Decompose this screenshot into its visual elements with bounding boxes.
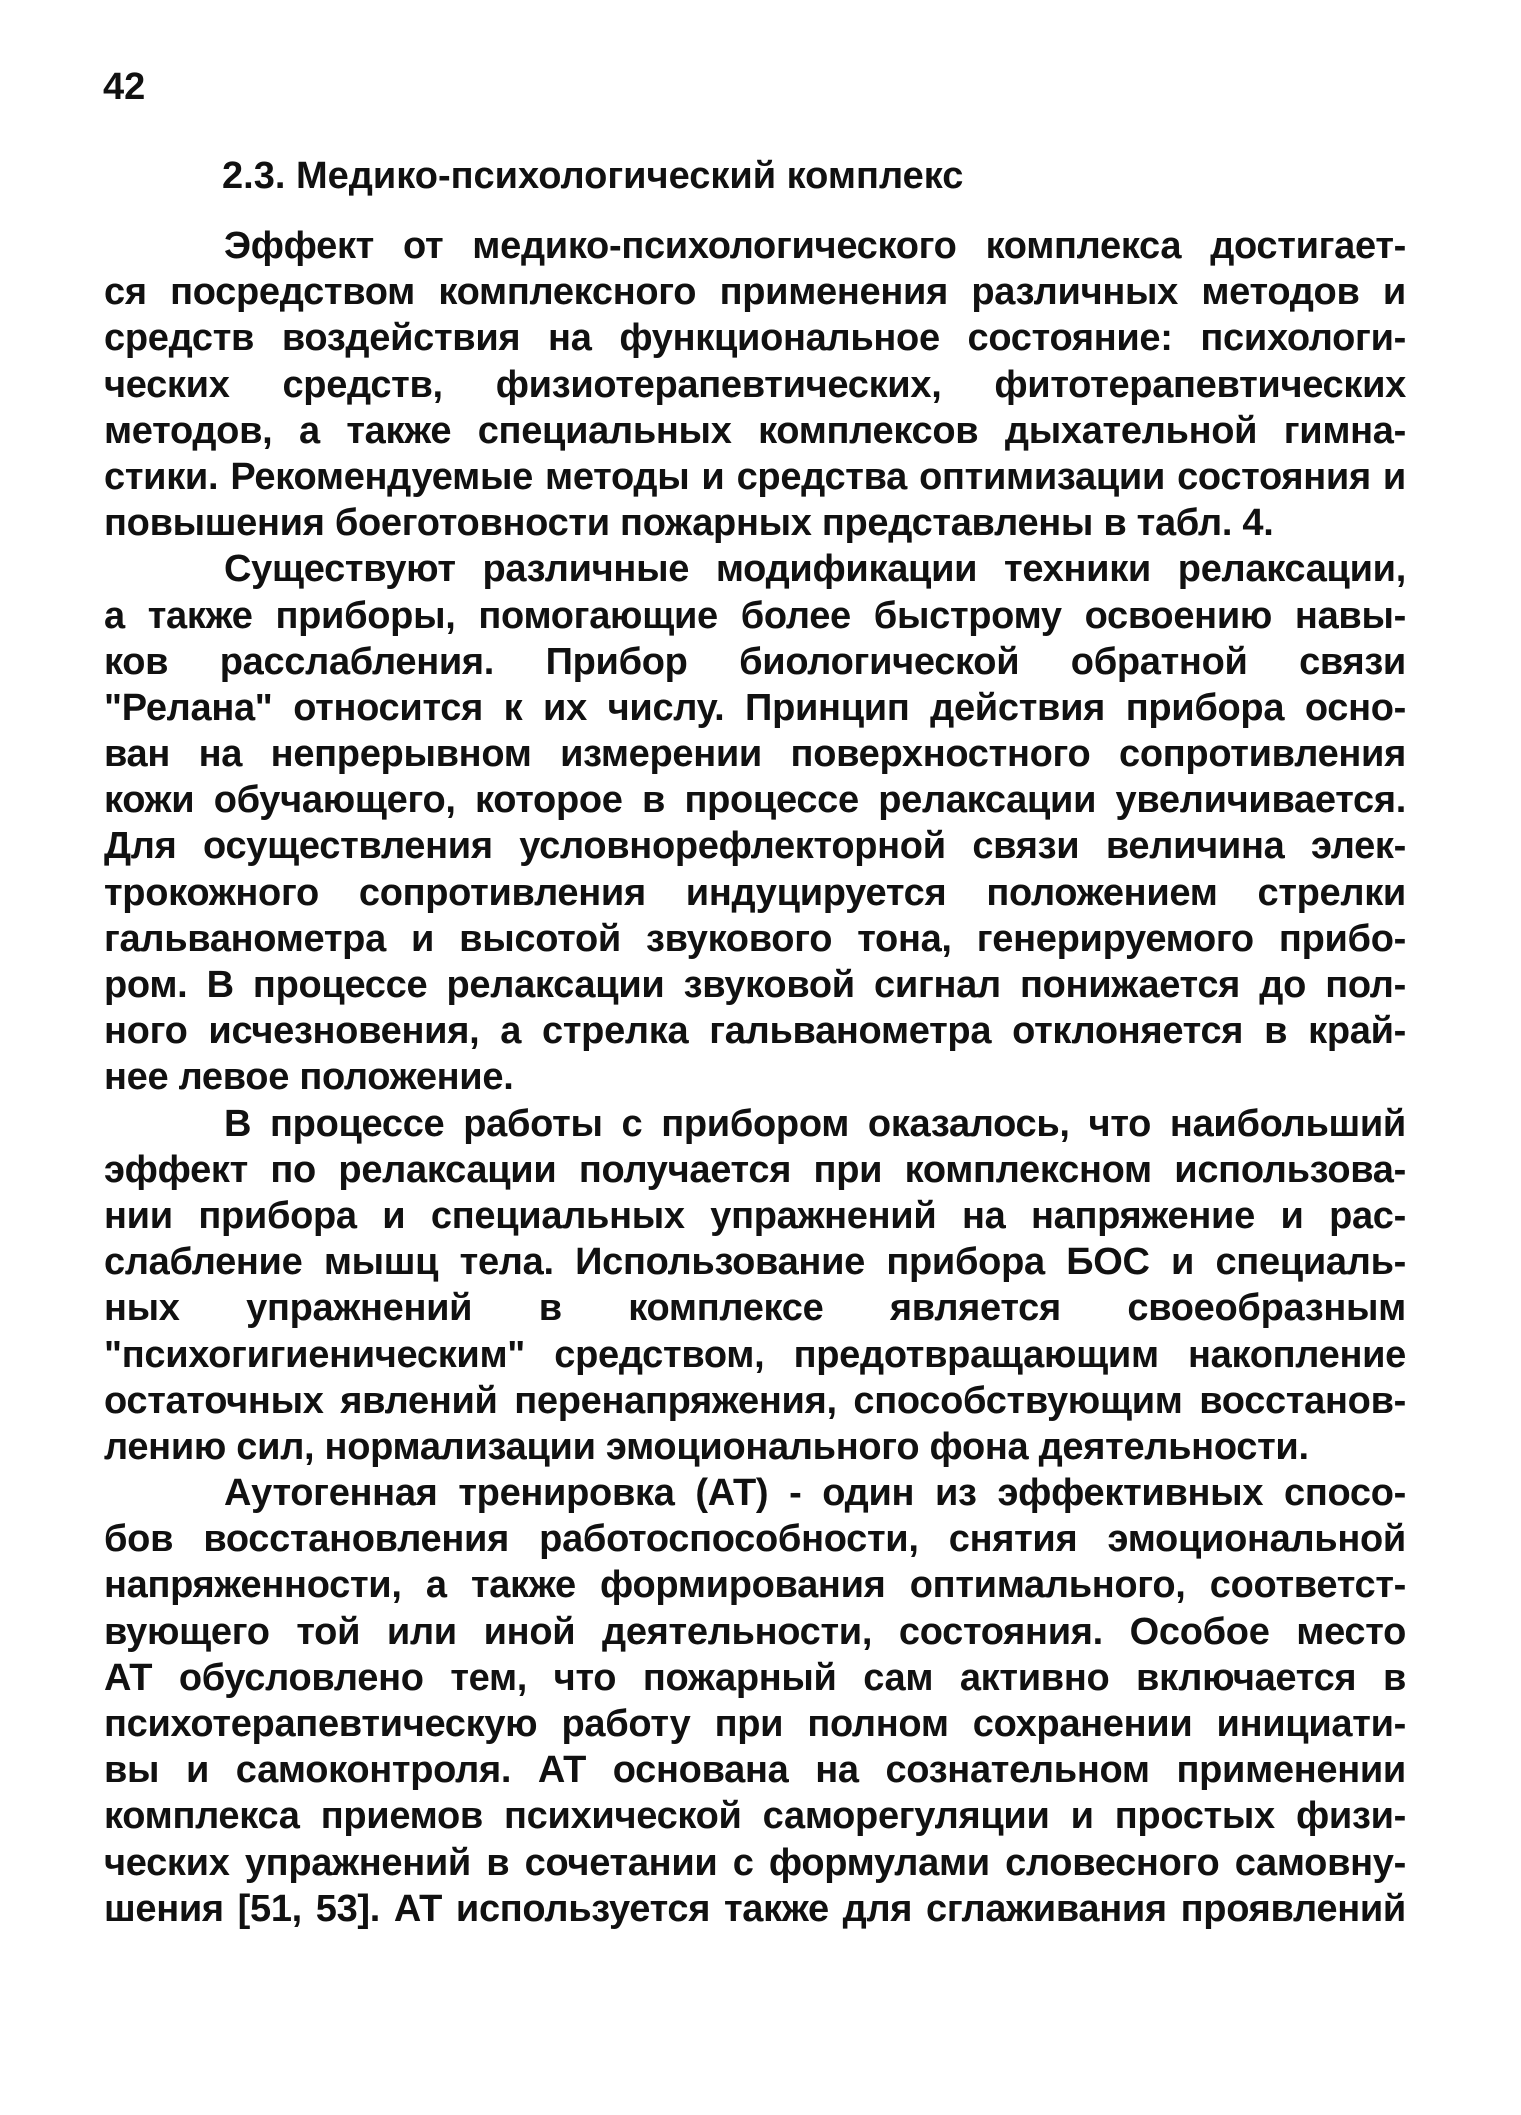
paragraph (104, 1470, 1406, 1932)
text-line: ных упражнений в комплексе является своеобразным (104, 1287, 1406, 1330)
text-line: Существуют различные модификации техники релаксации, (224, 548, 1406, 591)
text-line: методов, а также специальных комплексов дыхательной гимна- (104, 409, 1406, 452)
body-text (104, 223, 1406, 1932)
paragraph (104, 1101, 1406, 1471)
text-line: ков расслабления. Прибор биологической обратной связи (104, 640, 1406, 683)
text-line: В процессе работы с прибором оказалось, что наибольший (224, 1102, 1406, 1145)
text-line: Аутогенная тренировка (АТ) - один из эффективных спосо- (224, 1472, 1406, 1515)
text-line: Эффект от медико-психологического комплекса достигает- (224, 225, 1406, 267)
section-title: 2.3. Медико-психологический комплекс (222, 155, 964, 197)
text-line: стики. Рекомендуемые методы и средства оптимизации состояния и (104, 455, 1406, 498)
text-line: Для осуществления условнорефлекторной связи величина элек- (104, 825, 1406, 868)
text-line: нии прибора и специальных упражнений на напряжение и рас- (104, 1194, 1406, 1237)
text-line: ческих упражнений в сочетании с формулами словесного самовну- (104, 1841, 1406, 1884)
text-line: нее левое положение. (104, 1056, 514, 1099)
text-line: "Релана" относится к их числу. Принцип действия прибора осно- (104, 686, 1406, 729)
text-line: средств воздействия на функциональное состояние: психологи- (104, 317, 1406, 360)
text-line: "психогигиеническим" средством, предотвращающим накопление (104, 1333, 1406, 1376)
text-line: лению сил, нормализации эмоционального фона деятельности. (104, 1425, 1309, 1468)
text-line: остаточных явлений перенапряжения, способствующим восстанов- (104, 1379, 1406, 1422)
text-line: напряженности, а также формирования оптимального, соответст- (104, 1564, 1406, 1607)
text-line: ван на непрерывном измерении поверхностного сопротивления (104, 733, 1406, 776)
text-line: слабление мышц тела. Использование прибора БОС и специаль- (104, 1241, 1406, 1284)
paragraph (104, 546, 1406, 1100)
text-line: гальванометра и высотой звукового тона, генерируемого прибо- (104, 917, 1406, 960)
paragraph (104, 223, 1406, 546)
text-line: трокожного сопротивления индуцируется положением стрелки (104, 871, 1406, 914)
text-line: кожи обучающего, которое в процессе релаксации увеличивается. (104, 779, 1406, 822)
text-line: АТ обусловлено тем, что пожарный сам активно включается в (104, 1656, 1406, 1699)
text-line: вы и самоконтроля. АТ основана на сознательном применении (104, 1749, 1406, 1792)
page-number: 42 (103, 66, 146, 108)
text-line: а также приборы, помогающие более быстрому освоению навы- (104, 594, 1406, 637)
text-line: бов восстановления работоспособности, снятия эмоциональной (104, 1518, 1406, 1561)
text-line: шения [51, 53]. АТ используется также для сглаживания проявлений (104, 1887, 1406, 1930)
text-line: ческих средств, физиотерапевтических, фитотерапевтических (104, 363, 1406, 406)
text-line: вующего той или иной деятельности, состояния. Особое место (104, 1610, 1406, 1653)
text-line: комплекса приемов психической саморегуляции и простых физи- (104, 1795, 1406, 1838)
text-line: повышения боеготовности пожарных представлены в табл. 4. (104, 502, 1274, 545)
text-line: эффект по релаксации получается при комплексном использова- (104, 1148, 1406, 1191)
text-line: ного исчезновения, а стрелка гальванометра отклоняется в край- (104, 1010, 1406, 1053)
text-line: ся посредством комплексного применения различных методов и (104, 271, 1406, 314)
text-line: психотерапевтическую работу при полном сохранении инициати- (104, 1703, 1406, 1745)
text-line: ром. В процессе релаксации звуковой сигнал понижается до пол- (104, 964, 1406, 1006)
